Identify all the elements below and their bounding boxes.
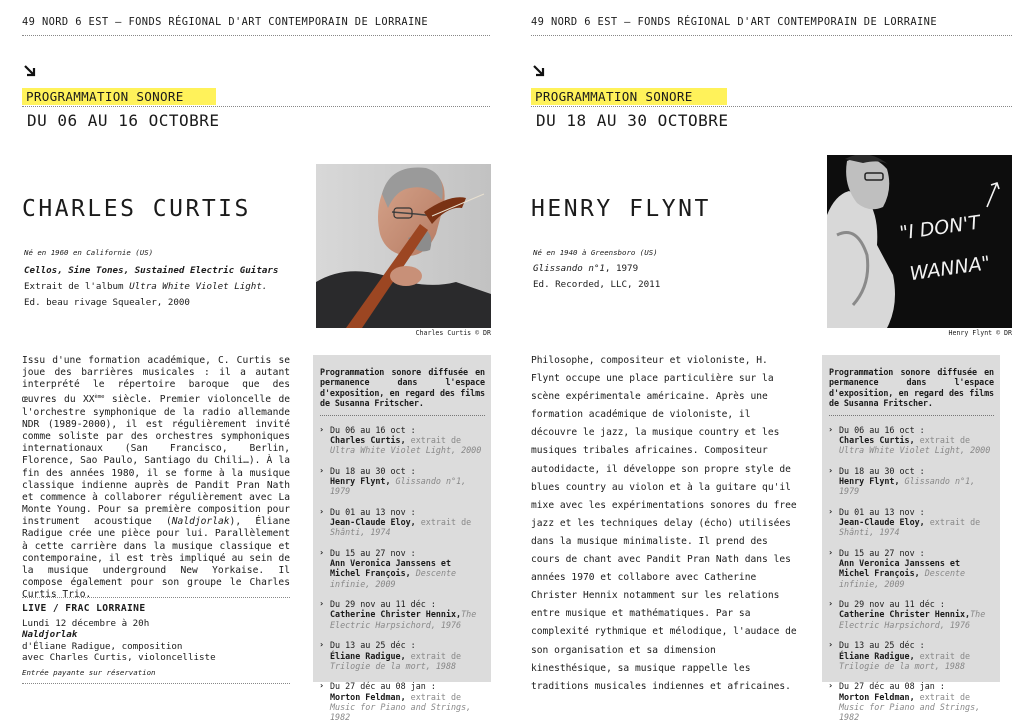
artist-biography <box>22 355 290 601</box>
sidebox-intro: Programmation sonore diffusée en permanence dans l'espace d'exposition, en regard des films de Susanna Fritscher. <box>829 367 994 409</box>
program-item-extract: extrait de <box>405 650 462 661</box>
program-item-details <box>330 517 485 537</box>
program-item <box>829 466 994 497</box>
program-item-artist: Ann Veronica Janssens et Michel François, <box>839 558 961 579</box>
program-item <box>320 507 485 538</box>
live-event <box>22 603 290 679</box>
work-info <box>533 261 660 293</box>
program-item-details <box>839 692 994 723</box>
live-note: Entrée payante sur réservation <box>22 667 156 677</box>
work-extract-prefix: Extrait de l'album <box>24 280 130 292</box>
program-item-date: Du 27 déc au 08 jan : <box>839 681 945 692</box>
program-item <box>320 466 485 497</box>
program-item-work: Glissando n°1, 1979 <box>330 475 467 497</box>
program-item-date: Du 15 au 27 nov : <box>839 547 925 558</box>
live-bottom-divider <box>22 683 290 684</box>
chevron-right-icon: › <box>829 599 833 609</box>
artist-photo <box>316 164 491 328</box>
program-item <box>829 681 994 722</box>
chevron-right-icon: › <box>320 506 324 516</box>
program-item-details <box>330 558 485 589</box>
program-item <box>320 425 485 456</box>
arrow-down-right-icon <box>532 64 546 82</box>
program-item-extract: extrait de <box>405 691 462 702</box>
program-item-artist: Morton Feldman, <box>330 691 406 702</box>
artist-photo <box>827 155 1012 328</box>
program-sidebox <box>313 355 491 723</box>
program-item-details <box>839 558 994 589</box>
program-item-artist: Henry Flynt, <box>330 475 391 486</box>
chevron-right-icon: › <box>320 599 324 609</box>
work-album: Ultra White Violet Light. <box>129 280 268 292</box>
program-item-details <box>839 609 994 629</box>
program-item <box>320 640 485 671</box>
chevron-right-icon: › <box>829 681 833 691</box>
work-title-line <box>533 261 660 277</box>
program-item <box>829 599 994 630</box>
program-dates: DU 18 AU 30 OCTOBRE <box>536 111 729 130</box>
bio-part-1: Issu d'une formation académique, C. Curtis se joue des barrières musicales : il a autant interprété le répertoire baroque que des œuvres du XX <box>22 355 290 406</box>
sidebox-divider <box>320 415 485 416</box>
photo-credit: Henry Flynt © DR <box>948 329 1012 337</box>
program-item-date: Du 13 au 25 déc : <box>330 640 416 651</box>
program-item <box>829 507 994 538</box>
header-divider <box>531 35 1012 36</box>
program-item-details <box>839 435 994 455</box>
program-dates: DU 06 AU 16 OCTOBRE <box>27 111 220 130</box>
program-item-artist: Jean-Claude Eloy, <box>330 517 416 528</box>
page-header: 49 NORD 6 EST – FONDS RÉGIONAL D'ART CONTEMPORAIN DE LORRAINE <box>22 16 428 28</box>
program-item-work: The Electric Harpsichord, 1976 <box>330 609 477 630</box>
bio-work-title: Naldjorlak <box>171 516 230 528</box>
work-title: Glissando n°1 <box>533 263 605 274</box>
live-date: Lundi 12 décembre à 20h <box>22 617 150 629</box>
program-item-extract: extrait de <box>924 517 981 528</box>
program-divider <box>531 106 1012 107</box>
program-item-extract: extrait de <box>405 434 462 445</box>
program-item-details <box>330 476 485 496</box>
program-label: PROGRAMMATION SONORE <box>22 88 216 105</box>
program-item-date: Du 29 nov au 11 déc : <box>839 599 945 610</box>
live-divider <box>22 597 290 598</box>
program-item-work: Music for Piano and Strings, 1982 <box>839 701 981 723</box>
live-title: LIVE / FRAC LORRAINE <box>22 603 146 614</box>
chevron-right-icon: › <box>320 465 324 475</box>
program-sidebox <box>822 355 1000 723</box>
program-item-date: Du 15 au 27 nov : <box>330 547 416 558</box>
program-item-date: Du 01 au 13 nov : <box>330 506 416 517</box>
photo-credit: Charles Curtis © DR <box>415 329 491 337</box>
program-item-date: Du 27 déc au 08 jan : <box>330 681 436 692</box>
program-item-work: Ultra White Violet Light, 2000 <box>330 445 482 456</box>
page-header: 49 NORD 6 EST – FONDS RÉGIONAL D'ART CONTEMPORAIN DE LORRAINE <box>531 16 937 28</box>
program-item <box>320 599 485 630</box>
arrow-down-right-icon <box>23 64 37 82</box>
bio-part-3: ), Éliane Radigue crée une pièce pour lui. Parallèlement à cette carrière dans la musique classique et contemporaine, il est très impliqué au sein de la musique underground New Yorkaise. Il compose également pour son groupe le Charles Curtis Trio. <box>22 516 290 601</box>
program-item-details <box>330 435 485 455</box>
program-item-work: Trilogie de la mort, 1988 <box>839 660 966 671</box>
program-item-extract: extrait de <box>914 691 971 702</box>
program-item <box>320 548 485 589</box>
sidebox-intro: Programmation sonore diffusée en permanence dans l'espace d'exposition, en regard des films de Susanna Fritscher. <box>320 367 485 409</box>
program-item-date: Du 06 au 16 oct : <box>330 424 416 435</box>
program-item-artist: Charles Curtis, <box>330 434 406 445</box>
program-item-extract: extrait de <box>914 650 971 661</box>
program-item-work: The Electric Harpsichord, 1976 <box>839 609 986 630</box>
program-item <box>320 681 485 722</box>
program-item-date: Du 01 au 13 nov : <box>839 506 925 517</box>
program-item-extract: extrait de <box>914 434 971 445</box>
program-item-details <box>839 651 994 671</box>
svg-text:WANNA": WANNA" <box>908 252 992 286</box>
chevron-right-icon: › <box>829 547 833 557</box>
program-item <box>829 425 994 456</box>
program-label: PROGRAMMATION SONORE <box>531 88 727 105</box>
artist-name: HENRY FLYNT <box>531 196 711 222</box>
program-item-work: Music for Piano and Strings, 1982 <box>330 701 472 723</box>
work-edition: Ed. Recorded, LLC, 2011 <box>533 278 661 290</box>
work-edition: Ed. beau rivage Squealer, 2000 <box>24 296 190 308</box>
artist-name: CHARLES CURTIS <box>22 196 251 222</box>
program-item-artist: Catherine Christer Hennix, <box>839 609 971 620</box>
chevron-right-icon: › <box>829 640 833 650</box>
artist-birth: Né en 1940 à Greensboro (US) <box>533 248 658 257</box>
program-item-details <box>839 517 994 537</box>
chevron-right-icon: › <box>320 640 324 650</box>
program-item-artist: Henry Flynt, <box>839 475 900 486</box>
work-info <box>24 263 278 310</box>
program-item-artist: Jean-Claude Eloy, <box>839 517 925 528</box>
program-item-artist: Éliane Radigue, <box>839 650 915 661</box>
live-composer: d'Éliane Radigue, composition <box>22 640 183 652</box>
program-item-date: Du 13 au 25 déc : <box>839 640 925 651</box>
bio-superscript: ème <box>94 394 105 401</box>
chevron-right-icon: › <box>829 465 833 475</box>
program-item-artist: Catherine Christer Hennix, <box>330 609 462 620</box>
program-item-details <box>330 609 485 629</box>
program-item-artist: Ann Veronica Janssens et Michel François, <box>330 558 452 579</box>
svg-text:"I DON'T: "I DON'T <box>898 211 982 245</box>
chevron-right-icon: › <box>320 681 324 691</box>
program-item-work: Shânti, 1974 <box>330 527 391 538</box>
program-item <box>829 640 994 671</box>
sidebox-list <box>829 425 994 723</box>
program-item-details <box>839 476 994 496</box>
program-item-details <box>330 651 485 671</box>
work-year: , 1979 <box>604 263 639 274</box>
chevron-right-icon: › <box>829 424 833 434</box>
program-item-date: Du 18 au 30 oct : <box>839 465 925 476</box>
live-work: Naldjorlak <box>22 629 78 641</box>
work-extract <box>24 279 278 295</box>
program-item-artist: Morton Feldman, <box>839 691 915 702</box>
program-item-work: Shânti, 1974 <box>839 527 900 538</box>
bio-part-2: siècle. Premier violoncelle de l'orchestre symphonique de la radio allemande NDR (1989-2000), il est régulièrement invité comme soliste par des orchestres symphoniques internationaux (San Francisco, Berlin, Florence, Sao Paulo, Santiago du Chili…). À la fin des années 1980, il se forme à la musique classique indienne auprès de Pandit Pran Nath et commence à collaborer régulièrement avec La Monte Young. Pour sa première composition pour instrument acoustique ( <box>22 394 290 528</box>
program-divider <box>22 106 490 107</box>
chevron-right-icon: › <box>320 547 324 557</box>
work-title: Cellos, Sine Tones, Sustained Electric Guitars <box>24 265 279 276</box>
right-page <box>512 0 1024 725</box>
live-performer: avec Charles Curtis, violoncelliste <box>22 652 216 664</box>
program-item-extract: extrait de <box>415 517 472 528</box>
sidebox-list <box>320 425 485 723</box>
artist-birth: Né en 1960 en Californie (US) <box>24 248 154 257</box>
header-divider <box>22 35 490 36</box>
chevron-right-icon: › <box>320 424 324 434</box>
program-item-work: Descente infinie, 2009 <box>330 568 457 589</box>
program-item-work: Ultra White Violet Light, 2000 <box>839 445 991 456</box>
sidebox-divider <box>829 415 994 416</box>
program-item-work: Trilogie de la mort, 1988 <box>330 660 457 671</box>
program-item-work: Glissando n°1, 1979 <box>839 475 976 497</box>
chevron-right-icon: › <box>829 506 833 516</box>
program-item-details <box>330 692 485 723</box>
program-item-date: Du 18 au 30 oct : <box>330 465 416 476</box>
program-item-artist: Éliane Radigue, <box>330 650 406 661</box>
program-item-artist: Charles Curtis, <box>839 434 915 445</box>
program-item <box>829 548 994 589</box>
artist-biography: Philosophe, compositeur et violoniste, H. Flynt occupe une place particulière sur la scène expérimentale américaine. Après une formation académique de violoniste, il découvre le jazz, la musique country et les musiques tribales africaines. Compositeur autodidacte, il développe son propre style de blues country au violon et à la guitare qu'il mixe avec les expérimentations sonores du free jazz et les techniques delay (écho) utilisées dans la musique minimaliste. Il prend des cours de chant avec Pandit Pran Nath dans les années 1970 et collabore avec Catherine Christer Hennix notamment sur les relations entre musique et mathématiques. Par sa complexité rythmique et mélodique, l'audace de son organisation et sa dimension kinesthésique, sa musique rappelle les traditions musicales indiennes et africaines. <box>531 355 797 692</box>
program-item-date: Du 29 nov au 11 déc : <box>330 599 436 610</box>
program-item-date: Du 06 au 16 oct : <box>839 424 925 435</box>
program-item-work: Descente infinie, 2009 <box>839 568 966 589</box>
